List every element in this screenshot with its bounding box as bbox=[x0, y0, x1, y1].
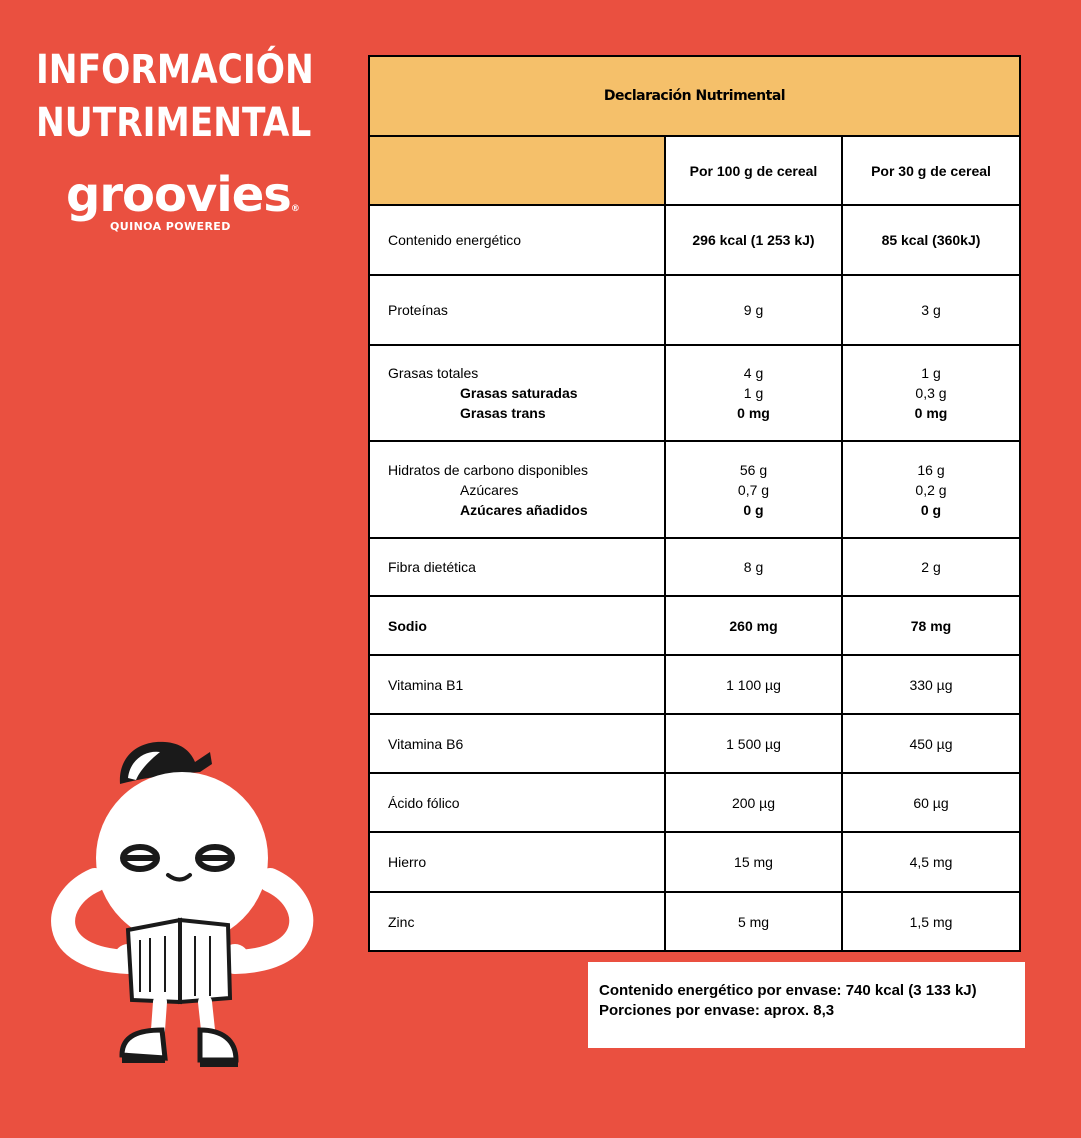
table-row bbox=[369, 773, 1020, 832]
table-header-row bbox=[369, 136, 1020, 205]
table-row bbox=[369, 892, 1020, 951]
table-row bbox=[369, 714, 1020, 773]
sub-row-value: 0 mg bbox=[737, 405, 770, 421]
row-value: 16 g bbox=[917, 461, 945, 478]
sub-row-label: Azúcares bbox=[460, 481, 519, 498]
row-label: Contenido energético bbox=[369, 205, 665, 275]
energy-per-package: Contenido energético por envase: 740 kcal (3 133 kJ) bbox=[599, 982, 977, 999]
row-label: Ácido fólico bbox=[369, 773, 665, 832]
table-row bbox=[369, 596, 1020, 655]
row-value-per100: 1 100 µg bbox=[665, 655, 842, 714]
table-title-row bbox=[369, 56, 1020, 136]
sub-row-value: 0 mg bbox=[914, 405, 948, 421]
row-value-per30: 85 kcal (360kJ) bbox=[842, 205, 1020, 275]
row-label: Proteínas bbox=[369, 275, 665, 345]
table-row bbox=[369, 345, 1020, 441]
row-value-per30: 60 µg bbox=[842, 773, 1020, 832]
sub-row-label: Grasas trans bbox=[460, 405, 546, 421]
logo-wordmark: groovies® bbox=[66, 167, 299, 223]
sub-row-value: 0,3 g bbox=[915, 385, 947, 401]
row-value-per100: 8 g bbox=[665, 538, 842, 596]
row-label: Hierro bbox=[369, 832, 665, 892]
sub-row-value: 0,2 g bbox=[915, 481, 947, 498]
row-value-per100: 260 mg bbox=[665, 596, 842, 655]
row-value-per30: 78 mg bbox=[842, 596, 1020, 655]
heading-line-1: INFORMACIÓN bbox=[36, 47, 314, 93]
row-value-per30: 3 g bbox=[842, 275, 1020, 345]
sub-row-value: 0,7 g bbox=[737, 481, 770, 498]
brand-logo bbox=[66, 168, 299, 233]
heading-line-2: NUTRIMENTAL bbox=[36, 100, 312, 146]
table-row bbox=[369, 832, 1020, 892]
page-heading bbox=[36, 44, 314, 150]
row-label: Hidratos de carbono disponibles bbox=[388, 461, 589, 478]
row-value-per100: 15 mg bbox=[665, 832, 842, 892]
row-label: Vitamina B6 bbox=[369, 714, 665, 773]
row-value-per30: 1,5 mg bbox=[842, 892, 1020, 951]
row-value: 4 g bbox=[743, 365, 764, 381]
table-row bbox=[369, 538, 1020, 596]
row-value-per100: 5 mg bbox=[665, 892, 842, 951]
row-label: Sodio bbox=[369, 596, 665, 655]
row-value: 56 g bbox=[739, 461, 768, 478]
table-row bbox=[369, 655, 1020, 714]
table-row bbox=[369, 441, 1020, 538]
header-empty-cell bbox=[369, 136, 665, 205]
row-label-group bbox=[369, 441, 665, 538]
sub-row-value: 1 g bbox=[743, 385, 764, 401]
nutrition-table bbox=[368, 55, 1021, 952]
row-value: 1 g bbox=[921, 365, 941, 381]
sub-row-label: Grasas saturadas bbox=[460, 385, 578, 401]
table-row bbox=[369, 275, 1020, 345]
row-value-per30: 330 µg bbox=[842, 655, 1020, 714]
row-label: Fibra dietética bbox=[369, 538, 665, 596]
row-label: Zinc bbox=[369, 892, 665, 951]
row-values-per100 bbox=[665, 441, 842, 538]
row-value-per100: 296 kcal (1 253 kJ) bbox=[665, 205, 842, 275]
sub-row-value: 0 g bbox=[920, 501, 942, 518]
row-values-per100 bbox=[665, 345, 842, 441]
row-values-per30 bbox=[842, 345, 1020, 441]
row-values-per30 bbox=[842, 441, 1020, 538]
col-header-per30: Por 30 g de cereal bbox=[842, 136, 1020, 205]
row-label-group bbox=[369, 345, 665, 441]
table-row bbox=[369, 205, 1020, 275]
logo-tagline: QUINOA POWERED bbox=[110, 220, 231, 233]
row-label: Grasas totales bbox=[388, 365, 479, 381]
row-value-per100: 1 500 µg bbox=[665, 714, 842, 773]
mascot-reading-book bbox=[40, 730, 320, 1090]
row-value-per30: 450 µg bbox=[842, 714, 1020, 773]
col-header-per100: Por 100 g de cereal bbox=[665, 136, 842, 205]
table-title: Declaración Nutrimental bbox=[369, 56, 1020, 136]
portions-per-package: Porciones por envase: aprox. 8,3 bbox=[599, 1002, 835, 1019]
sub-row-value: 0 g bbox=[743, 501, 764, 518]
row-value-per100: 9 g bbox=[665, 275, 842, 345]
sub-row-label: Azúcares añadidos bbox=[460, 501, 588, 518]
package-summary-box bbox=[588, 962, 1025, 1048]
row-label: Vitamina B1 bbox=[369, 655, 665, 714]
row-value-per30: 2 g bbox=[842, 538, 1020, 596]
row-value-per30: 4,5 mg bbox=[842, 832, 1020, 892]
row-value-per100: 200 µg bbox=[665, 773, 842, 832]
